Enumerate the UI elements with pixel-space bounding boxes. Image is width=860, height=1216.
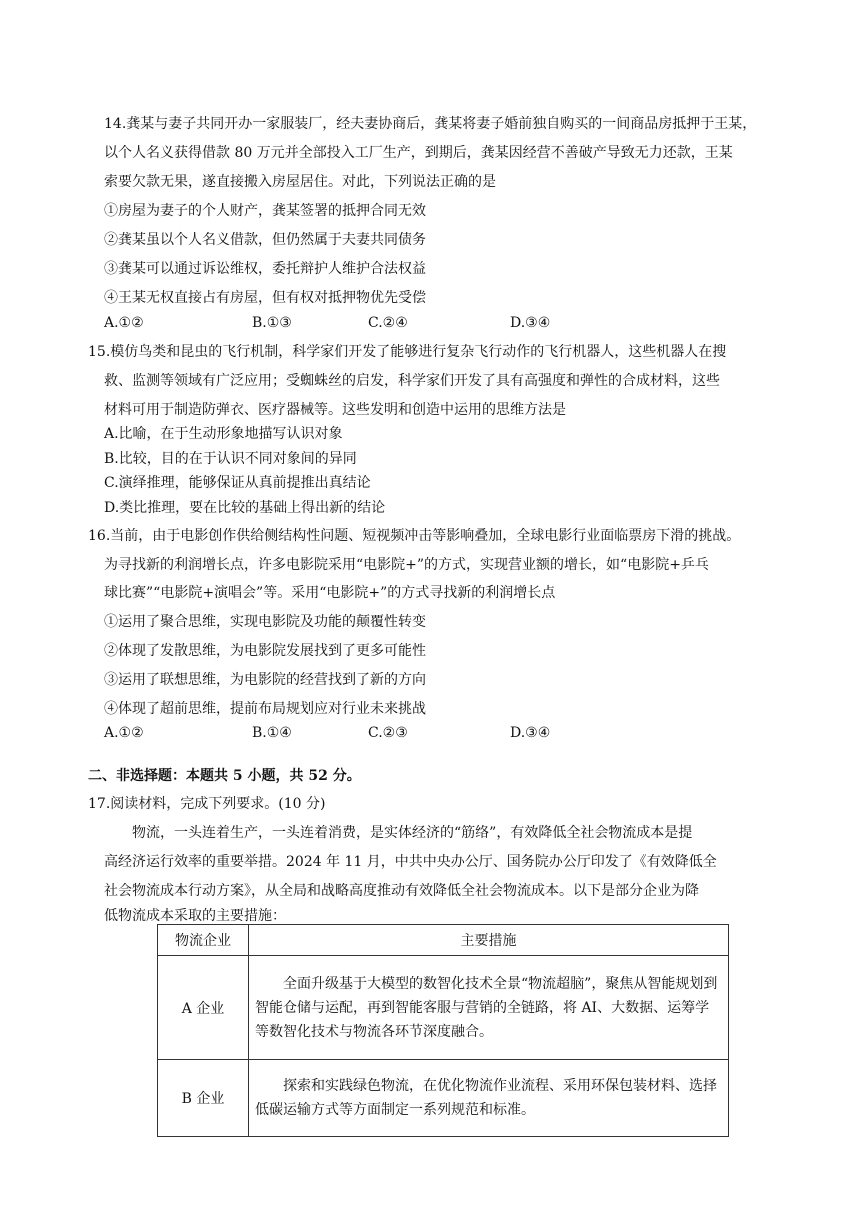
q15-option-a[interactable]: A.比喻，在于生动形象地描写认识对象 (104, 426, 343, 442)
q15-stem-line-1: 15.模仿鸟类和昆虫的飞行机制，科学家们开发了能够进行复杂飞行动作的飞行机器人，这些机器人在搜 (88, 344, 727, 360)
q14-stem-line-2: 以个人名义获得借款 80 万元并全部投入工厂生产，到期后，龚某因经营不善破产导致无力还款，王某 (104, 145, 733, 161)
q16-statement-1: ①运用了聚合思维，实现电影院及功能的颠覆性转变 (104, 614, 426, 630)
q15-option-c[interactable]: C.演绎推理，能够保证从真前提推出真结论 (104, 475, 371, 491)
q15-stem-line-2: 救、监测等领域有广泛应用；受蜘蛛丝的启发，科学家们开发了具有高强度和弹性的合成材料，这些 (104, 373, 720, 389)
q17-material-line-2: 高经济运行效率的重要举措。2024 年 11 月，中共中央办公厅、国务院办公厅印发了《有效降低全 (104, 854, 717, 870)
q16-statement-3: ③运用了联想思维，为电影院的经营找到了新的方向 (104, 672, 426, 688)
q16-option-b[interactable]: B.①④ (252, 725, 292, 741)
measure-cell: 探索和实践绿色物流，在优化物流作业流程、采用环保包装材料、选择低碳运输方式等方面制定一系列规范和标准。 (249, 1060, 729, 1137)
section-2-heading: 二、非选择题：本题共 5 小题，共 52 分。 (88, 768, 361, 784)
q14-statement-3: ③龚某可以通过诉讼维权，委托辩护人维护合法权益 (104, 261, 426, 277)
logistics-measures-table (157, 924, 729, 1137)
header-measure: 主要措施 (249, 925, 729, 956)
q14-option-d[interactable]: D.③④ (510, 315, 551, 331)
q14-statement-2: ②龚某虽以个人名义借款，但仍然属于夫妻共同债务 (104, 232, 426, 248)
q15-stem-line-3: 材料可用于制造防弹衣、医疗器械等。这些发明和创造中运用的思维方法是 (104, 402, 566, 418)
q17-material-line-3: 社会物流成本行动方案》，从全局和战略高度推动有效降低全社会物流成本。以下是部分企业为降 (104, 883, 699, 899)
q16-option-a[interactable]: A.①② (104, 725, 144, 741)
q16-stem-line-3: 球比赛”“电影院+演唱会”等。采用“电影院+”的方式寻找新的利润增长点 (104, 585, 556, 601)
q16-option-c[interactable]: C.②③ (368, 725, 408, 741)
q14-option-c[interactable]: C.②④ (368, 315, 408, 331)
q16-stem-line-2: 为寻找新的利润增长点，许多电影院采用“电影院+”的方式，实现营业额的增长，如“电影院+乒乓 (104, 557, 709, 573)
q16-option-d[interactable]: D.③④ (510, 725, 551, 741)
q17-material-line-4: 低物流成本采取的主要措施： (104, 908, 286, 924)
q17-title: 17.阅读材料，完成下列要求。(10 分) (88, 796, 326, 812)
q14-stem-line-1: 14.龚某与妻子共同开办一家服装厂，经夫妻协商后，龚某将妻子婚前独自购买的一间商品房抵押于王某， (104, 116, 757, 132)
q16-statement-2: ②体现了发散思维，为电影院发展找到了更多可能性 (104, 643, 426, 659)
company-cell: A 企业 (158, 956, 249, 1060)
header-company: 物流企业 (158, 925, 249, 956)
q15-option-b[interactable]: B.比较，目的在于认识不同对象间的异同 (104, 451, 357, 467)
q14-option-b[interactable]: B.①③ (252, 315, 292, 331)
q14-statement-1: ①房屋为妻子的个人财产，龚某签署的抵押合同无效 (104, 203, 426, 219)
table-row (158, 1060, 729, 1137)
q15-option-d[interactable]: D.类比推理，要在比较的基础上得出新的结论 (104, 500, 386, 516)
q14-option-a[interactable]: A.①② (104, 315, 144, 331)
measure-cell: 全面升级基于大模型的数智化技术全景“物流超脑”，聚焦从智能规划到智能仓储与运配，再到智能客服与营销的全链路，将 AI、大数据、运筹学等数智化技术与物流各环节深度融合。 (249, 956, 729, 1060)
q17-material-line-1: 物流，一头连着生产，一头连着消费，是实体经济的“筋络”，有效降低全社会物流成本是提 (132, 825, 693, 841)
company-cell: B 企业 (158, 1060, 249, 1137)
table-header-row (158, 925, 729, 956)
table-row (158, 956, 729, 1060)
q14-stem-line-3: 索要欠款无果，遂直接搬入房屋居住。对此，下列说法正确的是 (104, 174, 496, 190)
q16-statement-4: ④体现了超前思维，提前布局规划应对行业未来挑战 (104, 701, 426, 717)
q16-stem-line-1: 16.当前，由于电影创作供给侧结构性问题、短视频冲击等影响叠加，全球电影行业面临票房下滑的挑战。 (88, 528, 741, 544)
q14-statement-4: ④王某无权直接占有房屋，但有权对抵押物优先受偿 (104, 290, 426, 306)
